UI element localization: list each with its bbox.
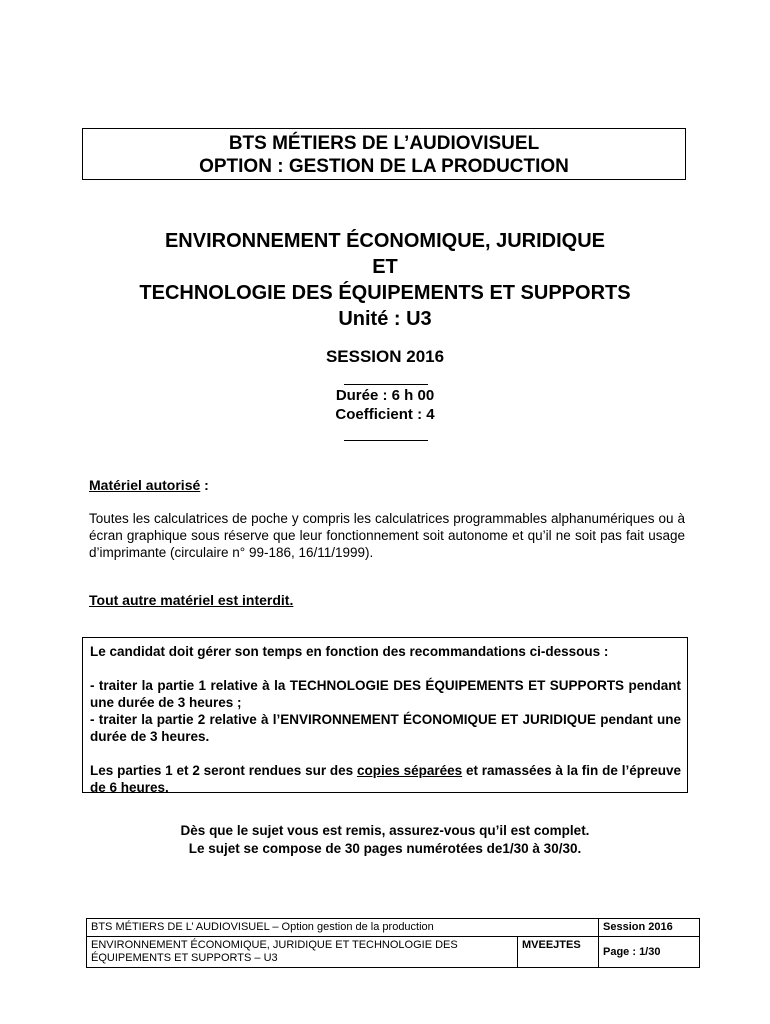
material-heading [89,477,209,493]
note-underlined: copies séparées [356,763,463,778]
exam-header-box [82,128,686,180]
material-heading-text: Matériel autorisé [89,477,201,493]
footer-subject-title: ENVIRONNEMENT ÉCONOMIQUE, JURIDIQUE ET TECHNOLOGIE DES ÉQUIPEMENTS ET SUPPORTS – U3 [87,937,518,968]
title-line-2: ET [372,256,398,278]
title-line-3: TECHNOLOGIE DES ÉQUIPEMENTS ET SUPPORTS [139,282,631,304]
footer-page-number: Page : 1/30 [599,937,700,968]
coefficient-label: Coefficient : 4 [335,406,435,423]
divider-top [344,384,428,385]
recommendations-box [82,637,688,793]
material-text: Toutes les calculatrices de poche y compris les calculatrices programmables alphanumériques ou à écran graphique sous réserve que leur fonctionnement soit autonome et qu’il ne soit pas fait usage d’imprimante (circulaire n° 99-186, 16/11/1999). [89,511,685,560]
recommendations-note [90,762,681,796]
session-label: SESSION 2016 [325,347,445,366]
closing-line-1: Dès que le sujet vous est remis, assurez-vous qu’il est complet. [180,823,590,838]
closing-notice [0,822,770,858]
header-line-2: OPTION : GESTION DE LA PRODUCTION [199,156,569,177]
duration-label: Durée : 6 h 00 [335,387,435,404]
exam-title [60,228,710,332]
page-footer-table [86,918,700,968]
header-line-1: BTS MÉTIERS DE L’AUDIOVISUEL [228,133,540,154]
footer-session: Session 2016 [599,919,700,937]
closing-line-2: Le sujet se compose de 30 pages numérotées de1/30 à 30/30. [188,841,582,856]
material-heading-suffix: : [200,477,209,493]
title-line-1: ENVIRONNEMENT ÉCONOMIQUE, JURIDIQUE [164,230,606,252]
footer-course-title: BTS MÉTIERS DE L’ AUDIOVISUEL – Option gestion de la production [87,919,599,937]
footer-subject-code: MVEEJTES [518,937,599,968]
recommendation-item-2: - traiter la partie 2 relative à l’ENVIRONNEMENT ÉCONOMIQUE ET JURIDIQUE pendant une durée de 3 heures. [90,712,681,744]
note-after: et ramassées à la fin de l’épreuve de 6 heures. [90,763,681,795]
unit-label: Unité : U3 [338,308,432,330]
footer-row-1 [87,919,700,937]
forbidden-notice: Tout autre matériel est interdit. [89,592,294,608]
recommendation-item-1: - traiter la partie 1 relative à la TECHNOLOGIE DES ÉQUIPEMENTS ET SUPPORTS pendant une durée de 3 heures ; [90,678,681,710]
recommendations-intro: Le candidat doit gérer son temps en fonction des recommandations ci-dessous : [90,644,609,659]
footer-row-2 [87,937,700,968]
divider-bottom [344,440,428,441]
note-before: Les parties 1 et 2 seront rendues sur des [90,763,357,778]
